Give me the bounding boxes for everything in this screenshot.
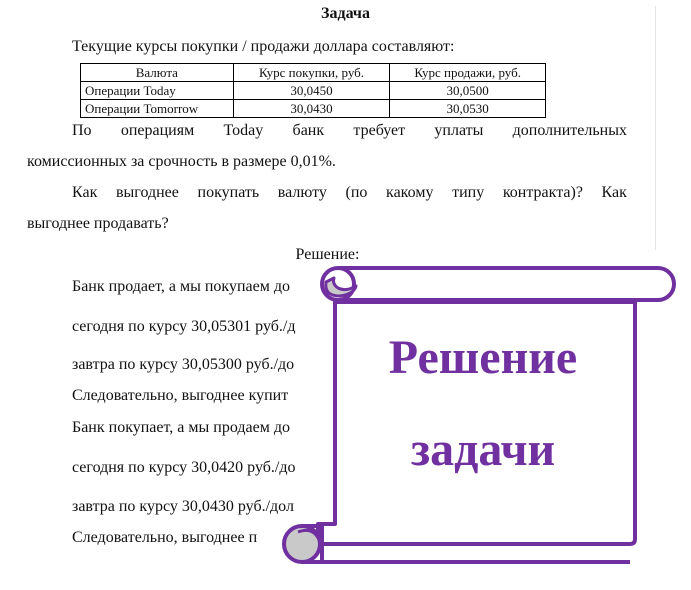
word: По: [72, 122, 92, 139]
word: валюту: [277, 184, 327, 201]
solution-line: завтра по курсу 30,05300 руб./до: [72, 356, 295, 373]
word: Как: [72, 184, 98, 201]
word: операциям: [120, 122, 195, 139]
solution-scroll-banner: [280, 262, 680, 566]
task-title: Задача: [321, 5, 370, 22]
table-cell: 30,0530: [390, 100, 546, 118]
intro-text: Текущие курсы покупки / продажи доллара составляют:: [72, 38, 455, 55]
word: какому: [386, 184, 434, 201]
word: (по: [345, 184, 368, 201]
solution-line: сегодня по курсу 30,0420 руб./до: [72, 459, 296, 476]
table-row: [81, 82, 546, 100]
paragraph-fees-line2: комиссионных за срочность в размере 0,01%.: [27, 153, 336, 170]
table-header-cell: Валюта: [81, 64, 234, 82]
solution-line: Следовательно, выгоднее купит: [72, 387, 289, 404]
rates-table: [80, 63, 546, 118]
banner-line: задачи: [410, 423, 556, 476]
page-edge-line: [655, 6, 656, 250]
table-row: [81, 100, 546, 118]
table-header-cell: Курс покупки, руб.: [233, 64, 390, 82]
table-cell: 30,0430: [233, 100, 390, 118]
word: Today: [223, 122, 264, 139]
solution-line: завтра по курсу 30,0430 руб./дол: [72, 498, 294, 515]
word: выгоднее: [115, 184, 179, 201]
word: уплаты: [434, 122, 484, 139]
table-header-cell: Курс продажи, руб.: [390, 64, 546, 82]
table-header-row: [81, 64, 546, 82]
word: дополнительных: [512, 122, 627, 139]
word: типу: [452, 184, 485, 201]
word: покупать: [197, 184, 260, 201]
table-cell: 30,0450: [233, 82, 390, 100]
word: банк: [292, 122, 325, 139]
solution-line: Следовательно, выгоднее п: [72, 529, 258, 546]
table-cell: Операции Today: [81, 82, 234, 100]
banner-text: [328, 330, 638, 514]
question-line1: [72, 183, 627, 203]
solution-heading: Решение:: [295, 246, 360, 263]
table-cell: 30,0500: [390, 82, 546, 100]
banner-line: Решение: [388, 331, 578, 384]
table-cell: Операции Tomorrow: [81, 100, 234, 118]
solution-line: сегодня по курсу 30,05301 руб./д: [72, 318, 296, 335]
question-line2: выгоднее продавать?: [27, 215, 169, 232]
word: контракта)?: [502, 184, 583, 201]
word: Как: [601, 184, 627, 201]
paragraph-fees-line1: [72, 121, 627, 141]
word: требует: [353, 122, 406, 139]
solution-line: Банк покупает, а мы продаем до: [72, 419, 290, 436]
solution-line: Банк продает, а мы покупаем до: [72, 278, 290, 295]
